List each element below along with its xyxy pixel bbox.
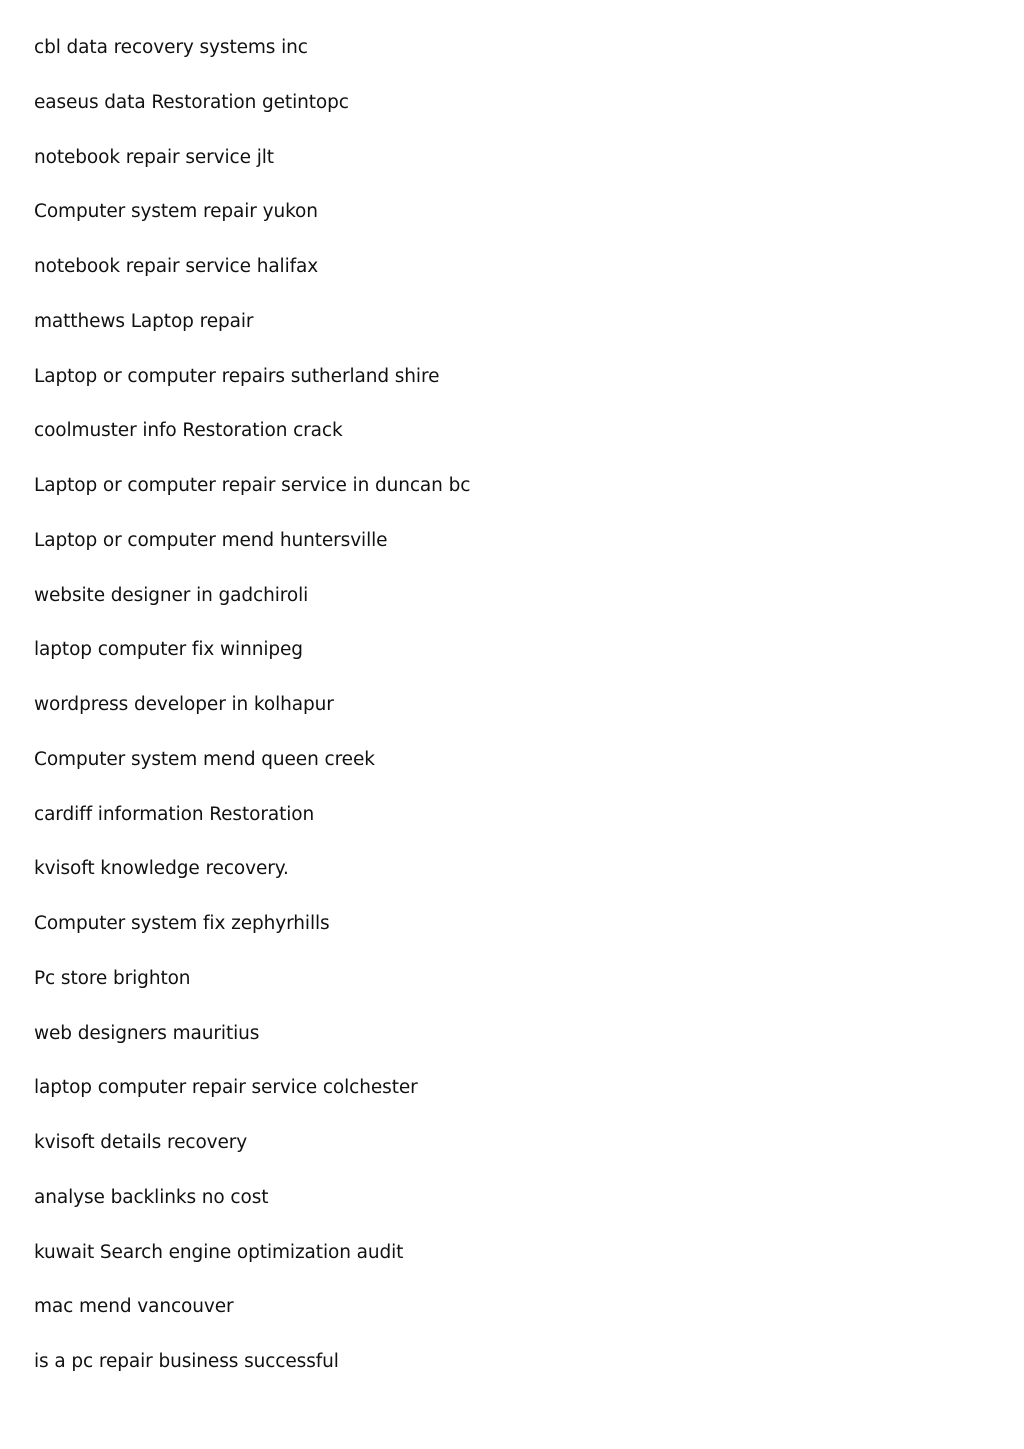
list-item: coolmuster info Restoration crack — [34, 420, 343, 442]
list-item: kuwait Search engine optimization audit — [34, 1241, 404, 1263]
list-item: cbl data recovery systems inc — [34, 37, 308, 58]
list-item: Laptop or computer repairs sutherland shire — [34, 365, 440, 387]
list-item: laptop computer fix winnipeg — [34, 639, 303, 661]
list-item: easeus data Restoration getintopc — [34, 91, 349, 113]
list-item: kvisoft details recovery — [34, 1132, 248, 1153]
list-item: Computer system mend queen creek — [34, 748, 375, 770]
list-item: analyse backlinks no cost — [34, 1186, 269, 1208]
list-item: laptop computer repair service colchester — [34, 1077, 418, 1099]
list-item: wordpress developer in kolhapur — [34, 694, 334, 715]
list-item: web designers mauritius — [34, 1022, 260, 1044]
list-item: cardiff information Restoration — [34, 803, 315, 825]
list-item: Laptop or computer mend huntersville — [34, 529, 388, 551]
keyword-list — [34, 36, 934, 1405]
list-item: Computer system repair yukon — [34, 201, 318, 223]
list-item: website designer in gadchiroli — [34, 584, 309, 606]
list-item: is a pc repair business successful — [34, 1351, 339, 1372]
list-item: kvisoft knowledge recovery. — [34, 858, 289, 880]
list-item: mac mend vancouver — [34, 1296, 234, 1318]
list-item: matthews Laptop repair — [34, 310, 254, 332]
list-item: Pc store brighton — [34, 967, 191, 989]
list-item: Laptop or computer repair service in duncan bc — [34, 475, 471, 496]
list-item: notebook repair service jlt — [34, 146, 274, 168]
list-item: Computer system fix zephyrhills — [34, 913, 330, 934]
list-item: notebook repair service halifax — [34, 256, 319, 277]
